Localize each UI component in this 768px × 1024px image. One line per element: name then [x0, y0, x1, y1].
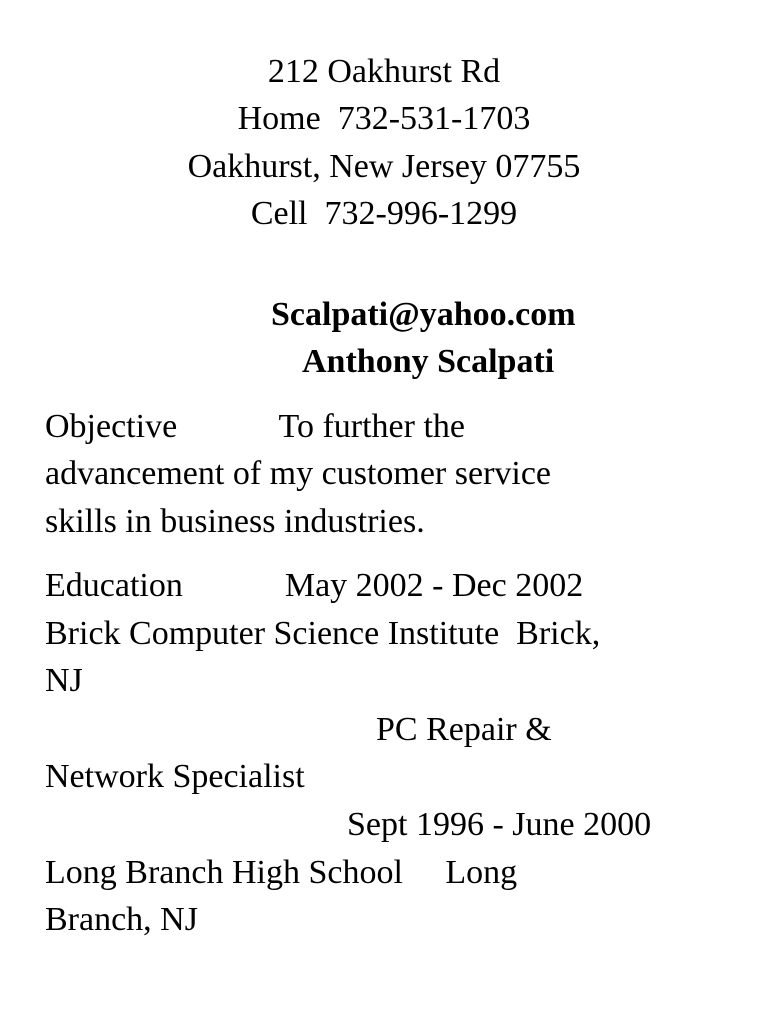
email-address: Scalpati@yahoo.com: [271, 296, 576, 333]
education-line-1: Education May 2002 - Dec 2002: [45, 567, 584, 604]
objective-line-3: skills in business industries.: [45, 503, 425, 540]
education-line-7: Long Branch High School Long: [45, 854, 518, 891]
applicant-name: Anthony Scalpati: [302, 343, 555, 380]
home-phone: Home 732-531-1703: [237, 100, 531, 137]
address-line: 212 Oakhurst Rd: [267, 53, 501, 90]
cell-phone: Cell 732-996-1299: [250, 195, 518, 232]
education-line-5: Network Specialist: [45, 758, 305, 795]
objective-line-1: Objective To further the: [45, 408, 465, 445]
education-line-3: NJ: [45, 662, 83, 699]
objective-line-2: advancement of my customer service: [45, 455, 552, 492]
education-line-4: PC Repair &: [376, 711, 552, 748]
education-line-8: Branch, NJ: [45, 901, 198, 938]
city-state-zip: Oakhurst, New Jersey 07755: [187, 148, 581, 185]
education-line-2: Brick Computer Science Institute Brick,: [45, 615, 601, 652]
education-line-6: Sept 1996 - June 2000: [347, 806, 652, 843]
